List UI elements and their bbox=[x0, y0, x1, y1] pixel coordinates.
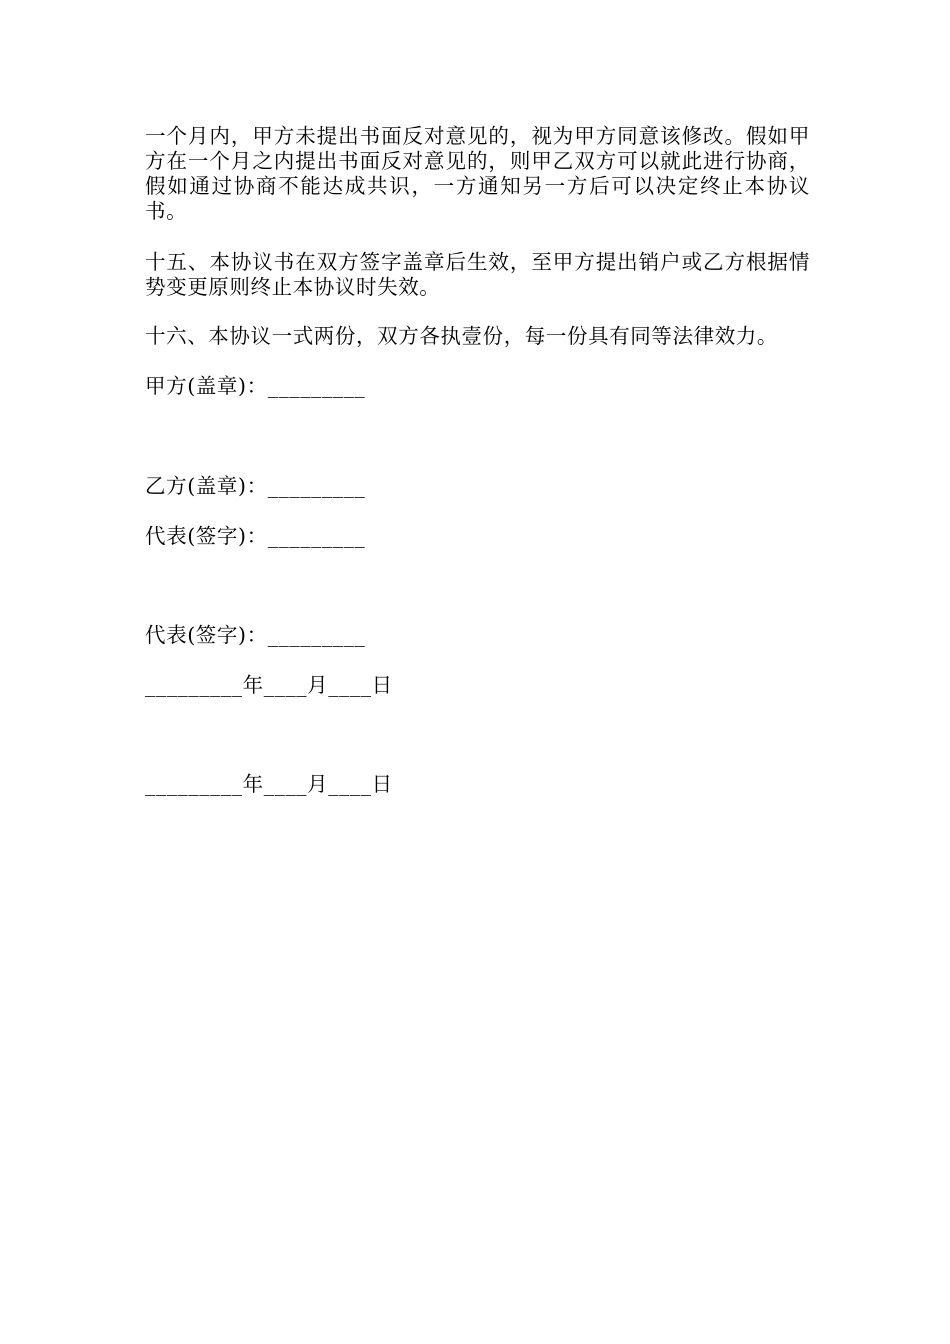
paragraph-amendment-objection: 一个月内，甲方未提出书面反对意见的，视为甲方同意该修改。假如甲方在一个月之内提出书面反对意见的，则甲乙双方可以就此进行协商，假如通过协商不能达成共识，一方通知另一方后可以决定终止本协议书。 bbox=[145, 124, 810, 223]
representative-signature-line-a: 代表(签字)：_________ bbox=[145, 524, 366, 548]
party-b-seal-line: 乙方(盖章)：_________ bbox=[145, 474, 366, 498]
representative-signature-line-b: 代表(签字)：_________ bbox=[145, 623, 366, 647]
paragraph-clause-16: 十六、本协议一式两份，双方各执壹份，每一份具有同等法律效力。 bbox=[145, 324, 778, 348]
paragraph-clause-15: 十五、本协议书在双方签字盖章后生效，至甲方提出销户或乙方根据情势变更原则终止本协议时失效。 bbox=[145, 250, 810, 299]
party-a-seal-line: 甲方(盖章)：_________ bbox=[145, 374, 366, 398]
date-line-b: _________年____月____日 bbox=[145, 772, 393, 796]
date-line-a: _________年____月____日 bbox=[145, 673, 393, 697]
